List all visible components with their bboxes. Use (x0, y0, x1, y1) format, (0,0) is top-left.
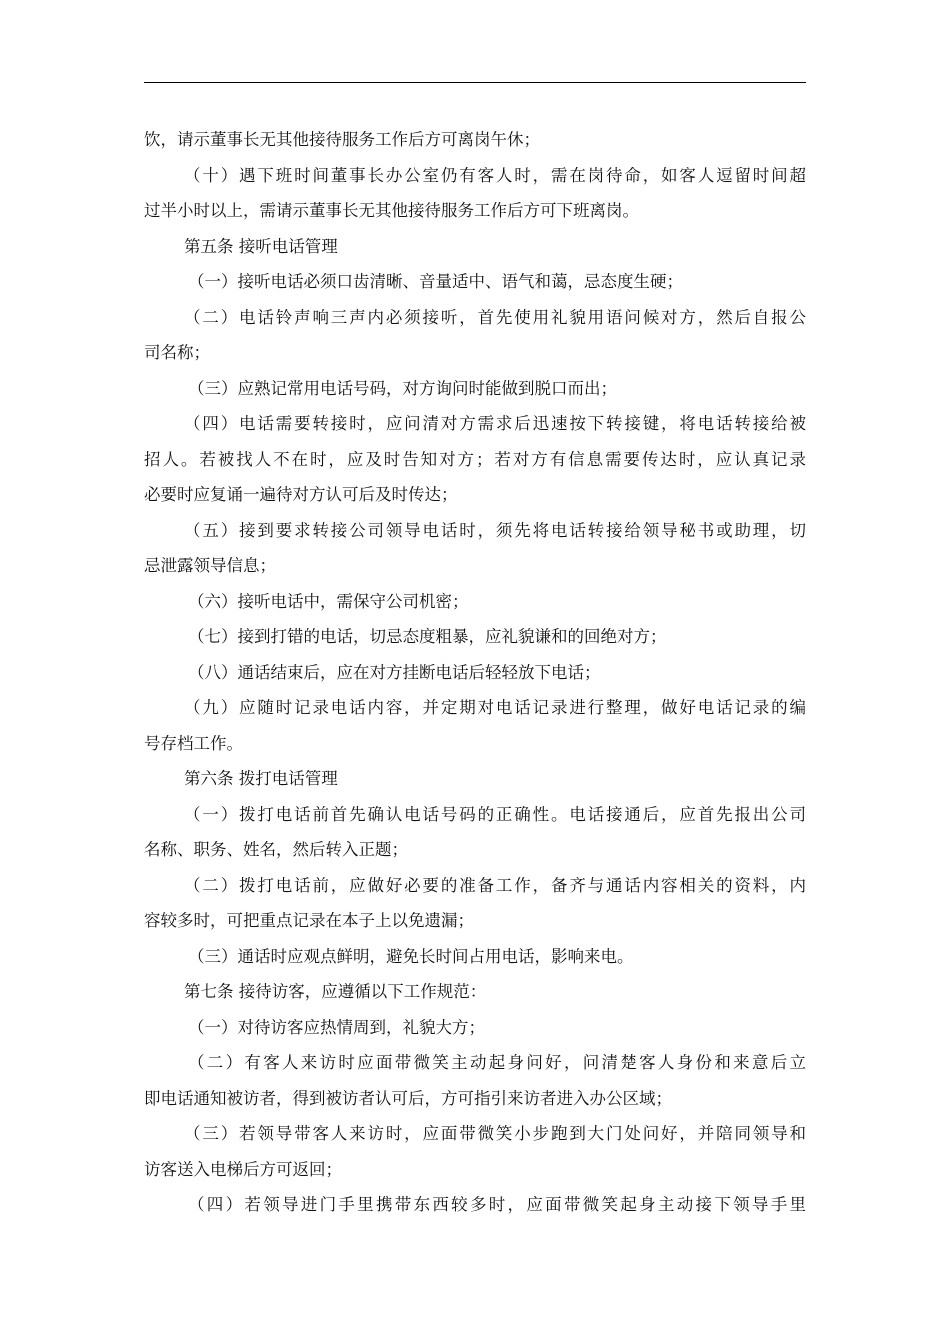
document-body (144, 122, 806, 1223)
text-line: 饮，请示董事长无其他接待服务工作后方可离岗午休； (144, 130, 540, 149)
text-line: （四）电话需要转接时，应问清对方需求后迅速按下转接键，将电话转接给被 (184, 414, 806, 433)
text-line: 即电话通知被访者，得到被访者认可后，方可指引来访者进入办公区域； (144, 1088, 672, 1108)
section-heading: 第五条 接听电话管理 (184, 236, 338, 256)
text-line: （二）有客人来访时应面带微笑主动起身问好，问清楚客人身份和来意后立 (188, 1053, 806, 1072)
text-line: （五）接到要求转接公司领导电话时，须先将电话转接给领导秘书或助理，切 (184, 520, 806, 540)
text-line: 招人。若被找人不在时，应及时告知对方；若对方有信息需要传达时，应认真记录 (144, 449, 806, 469)
text-line: （二）拨打电话前，应做好必要的准备工作，备齐与通话内容相关的资料，内 (184, 875, 806, 895)
text-line: （八）通话结束后，应在对方挂断电话后轻轻放下电话； (188, 662, 601, 682)
text-line: 名称、职务、姓名，然后转入正题； (144, 840, 408, 859)
text-line: （七）接到打错的电话，切忌态度粗暴，应礼貌谦和的回绝对方； (188, 627, 667, 646)
section-heading: 第六条 拨打电话管理 (184, 769, 338, 788)
text-line: （三）通话时应观点鲜明，避免长时间占用电话，影响来电。 (188, 946, 634, 966)
text-line: （三）应熟记常用电话号码，对方询问时能做到脱口而出； (188, 378, 617, 398)
text-line: 司名称； (144, 343, 210, 362)
text-line: 号存档工作。 (144, 733, 243, 753)
text-line: （九）应随时记录电话内容，并定期对电话记录进行整理，做好电话记录的编 (184, 698, 806, 717)
text-line: （一）接听电话必须口齿清晰、音量适中、语气和蔼，忌态度生硬； (188, 272, 683, 291)
text-line: 容较多时，可把重点记录在本子上以免遗漏； (144, 911, 474, 930)
text-line: （二）电话铃声响三声内必须接听，首先使用礼貌用语问候对方，然后自报公 (184, 307, 806, 327)
text-line: （四）若领导进门手里携带东西较多时，应面带微笑起身主动接下领导手里 (188, 1195, 806, 1214)
text-line: 忌泄露领导信息； (144, 556, 276, 575)
text-line: 必要时应复诵一遍待对方认可后及时传达； (144, 485, 458, 504)
text-line: （十）遇下班时间董事长办公室仍有客人时，需在岗待命，如客人逗留时间超 (184, 165, 806, 185)
text-line: （六）接听电话中，需保守公司机密； (188, 591, 469, 611)
text-line: （三）若领导带客人来访时，应面带微笑小步跑到大门处问好，并陪同领导和 (184, 1124, 806, 1143)
text-line: 访客送入电梯后方可返回； (144, 1159, 342, 1179)
header-rule (144, 82, 806, 83)
section-heading: 第七条 接待访客，应遵循以下工作规范： (184, 982, 487, 1001)
text-line: （一）对待访客应热情周到，礼貌大方； (188, 1017, 485, 1037)
text-line: （一）拨打电话前首先确认电话号码的正确性。电话接通后，应首先报出公司 (184, 804, 806, 824)
text-line: 过半小时以上，需请示董事长无其他接待服务工作后方可下班离岗。 (144, 201, 639, 220)
